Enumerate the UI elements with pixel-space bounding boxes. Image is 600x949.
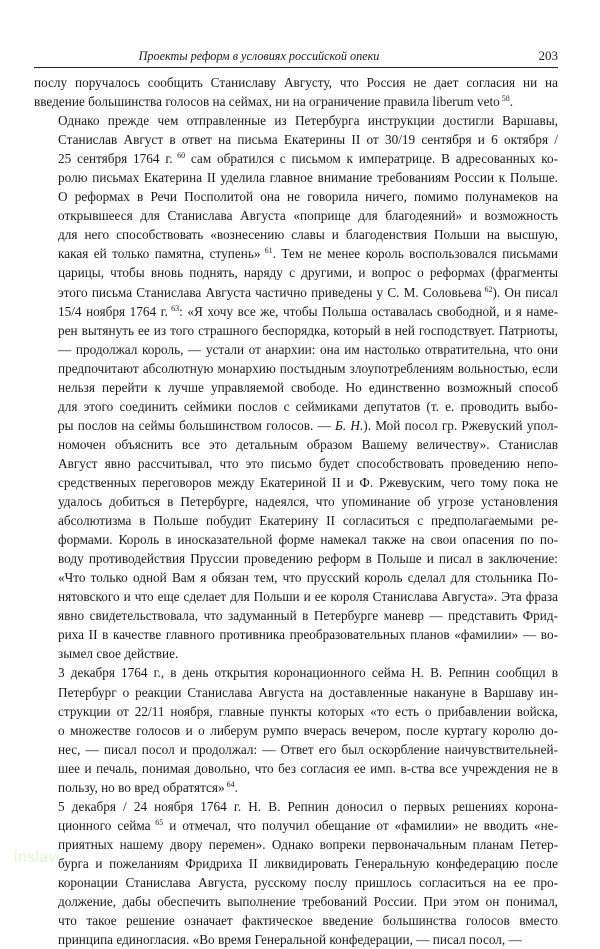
- text-line: ционного сейма $^{65}$ и отмечал, что получил обещание от «фамилии» не вводить «не-: [58, 817, 558, 833]
- text-line: бурга и пожеланиям Фридриха II ликвидировать Генеральную конфедерацию после: [58, 855, 558, 871]
- text-line: «Что только одной Вам я обязан тем, что прусский король сделал для стольника По-: [58, 570, 558, 586]
- text-line: введение большинства голосов на сеймах, ни на ограничение правила liberum veto $^{58}$.: [34, 94, 514, 110]
- text-line: предпочитают абсолютную монархию постыдным злоупотреблениям вольностью, если: [58, 360, 558, 376]
- text-line: царицы, чтобы вновь поднять, наряду с другими, и вопрос о реформах (фрагменты: [58, 265, 558, 281]
- text-line: послу поручалось сообщить Станиславу Августу, что Россия не дает согласия ни на: [34, 75, 558, 90]
- text-line: Однако прежде чем отправленные из Петербурга инструкции достигли Варшавы,: [58, 113, 558, 129]
- text-line: открывшееся для Станислава Августа «поприще для благодеяний» и возможность: [58, 208, 558, 224]
- text-line: формами. Король в иносказательной форме намекал также на свои опасения по по-: [58, 532, 558, 548]
- text-line: принципа единогласия. «Во время Генеральной конфедерации, — писал посол, —: [58, 932, 522, 948]
- text-line: какая ей только памятна, ступень» $^{61}$. Тем не менее король воспользовался письмами: [58, 246, 559, 262]
- text-line: риха II в качестве главного противника преобразовательных планов «фамилии» — во-: [58, 627, 558, 643]
- text-line: нельзя перейти к лучше управляемой свободе. Но единственно возможный способ: [58, 379, 558, 395]
- text-line: воду противодействия Пруссии проведению реформ в Польше и писал в заключение:: [58, 551, 558, 567]
- footnote-ref: 65: [150, 817, 164, 827]
- watermark: inslav: [14, 849, 57, 866]
- text-line: 25 сентября 1764 г. $^{60}$ сам обратился с письмом к императрице. В адресованных ко-: [58, 151, 558, 167]
- footnote-ref: 64: [224, 779, 235, 789]
- text-line: нятовского и что еще сделает для Польши и ее короля Станислава Августа». Эта фраза: [58, 589, 558, 605]
- footnote-ref: 58: [499, 94, 510, 104]
- running-title: Проекты реформ в условиях российской опеки: [138, 49, 380, 63]
- text-line: абсолютизма в Польше побудит Екатерину II согласиться с предполагаемыми ре-: [58, 513, 558, 529]
- text-line: что такое решение означает фактическое введение большинства голосов вместо: [58, 913, 558, 929]
- text-line: ролю письмах Екатерина II уделила главное внимание требованиям России к Польше.: [58, 170, 558, 186]
- text-line: средственных переговоров между Екатериной II и Ф. Ржевуским, чего тому пока не: [58, 474, 558, 490]
- text-line: — продолжал король, — устали от анархии: она им настолько отвратительна, что они: [58, 341, 558, 357]
- page-number: 203: [538, 48, 558, 63]
- text-line: шее и печаль, понимая довольно, что без согласия ее имп. в-ства все учреждения не в: [58, 760, 558, 776]
- text-line: Петербург о реакции Станислава Августа на доставленные накануне в Варшаву ин-: [58, 684, 558, 700]
- text-line: удалось добиться в Петербурге, надеялся, что упоминание об угрозе установления: [58, 494, 558, 510]
- body-text: [34, 73, 558, 949]
- text-line: должение, дабы обеспечить выполнение требований России. При этом он понимал,: [58, 894, 558, 910]
- text-line: струкции от 22/11 ноября, главные пункты которых «то есть о прибавлении войска,: [58, 703, 558, 719]
- text-line: 5 декабря / 24 ноября 1764 г. Н. В. Репнин доносил о первых решениях корона-: [58, 798, 558, 814]
- text-line: номочен объяснить все это детальным образом Вашему величеству». Станислав: [58, 436, 558, 452]
- text-line: явно свидетельствовала, что задуманный в Петербурге маневр — представить Фрид-: [58, 608, 558, 624]
- paragraph: [34, 663, 558, 796]
- footnote-ref: 61: [260, 246, 273, 256]
- paragraph: [34, 73, 558, 111]
- paragraph: [34, 111, 558, 663]
- text-line: зымел свое действие.: [58, 646, 179, 662]
- text-line: Станислав Август в ответ на письма Екатерины II от 30/19 сентября и 6 октября /: [58, 132, 558, 148]
- text-line: пользу, но во вред обратятся» $^{64}$.: [58, 779, 238, 795]
- text-line: 15/4 ноября 1764 г. $^{63}$: «Я хочу все же, чтобы Польша оставалась свободной, и я наме-: [58, 303, 559, 319]
- text-line: приятных нашему двору перемен». Однако вопреки первоначальным планам Петер-: [58, 836, 558, 852]
- text-line: о множестве голосов и о либерум румпо вчерась вечером, после куртагу королю до-: [58, 722, 558, 738]
- text-line: ры послов на сеймы большинством голосов. — Б. Н.). Мой посол гр. Ржевуский упол-: [58, 417, 558, 433]
- text-line: рен вытянуть ее из того страшного беспорядка, который в ней господствует. Патриоты,: [58, 322, 558, 338]
- text-line: для него способствовать «вознесению славы и благоденствия Польши на высшую,: [58, 227, 558, 243]
- paragraph: [34, 797, 558, 949]
- text-line: 3 декабря 1764 г., в день открытия коронационного сейма Н. В. Репнин сообщил в: [58, 665, 558, 681]
- text-line: коронации Станислава Августа, русскому послу пришлось согласиться на ее про-: [58, 874, 558, 890]
- author-initials: Б. Н.: [335, 417, 364, 433]
- text-line: Август явно рассчитывал, что это письмо будет способствовать проведению непо-: [58, 455, 558, 471]
- header-rule: [34, 67, 558, 68]
- text-line: О реформах в Речи Посполитой она не говорила ничего, помимо полунамеков на: [58, 189, 558, 205]
- footnote-ref: 63: [167, 303, 180, 313]
- footnote-ref: 60: [172, 151, 186, 161]
- text-line: нес, — писал посол и продолжал: — Ответ его был оскорбление наичувствительней-: [58, 741, 558, 757]
- footnote-ref: 62: [481, 284, 493, 294]
- text-line: этого письма Станислава Августа частично приведены у С. М. Соловьева $^{62}$). Он писал: [58, 284, 559, 300]
- text-line: для этого соединить сеймики послов с сеймиками депутатов (т. е. проводить выбо-: [58, 398, 558, 414]
